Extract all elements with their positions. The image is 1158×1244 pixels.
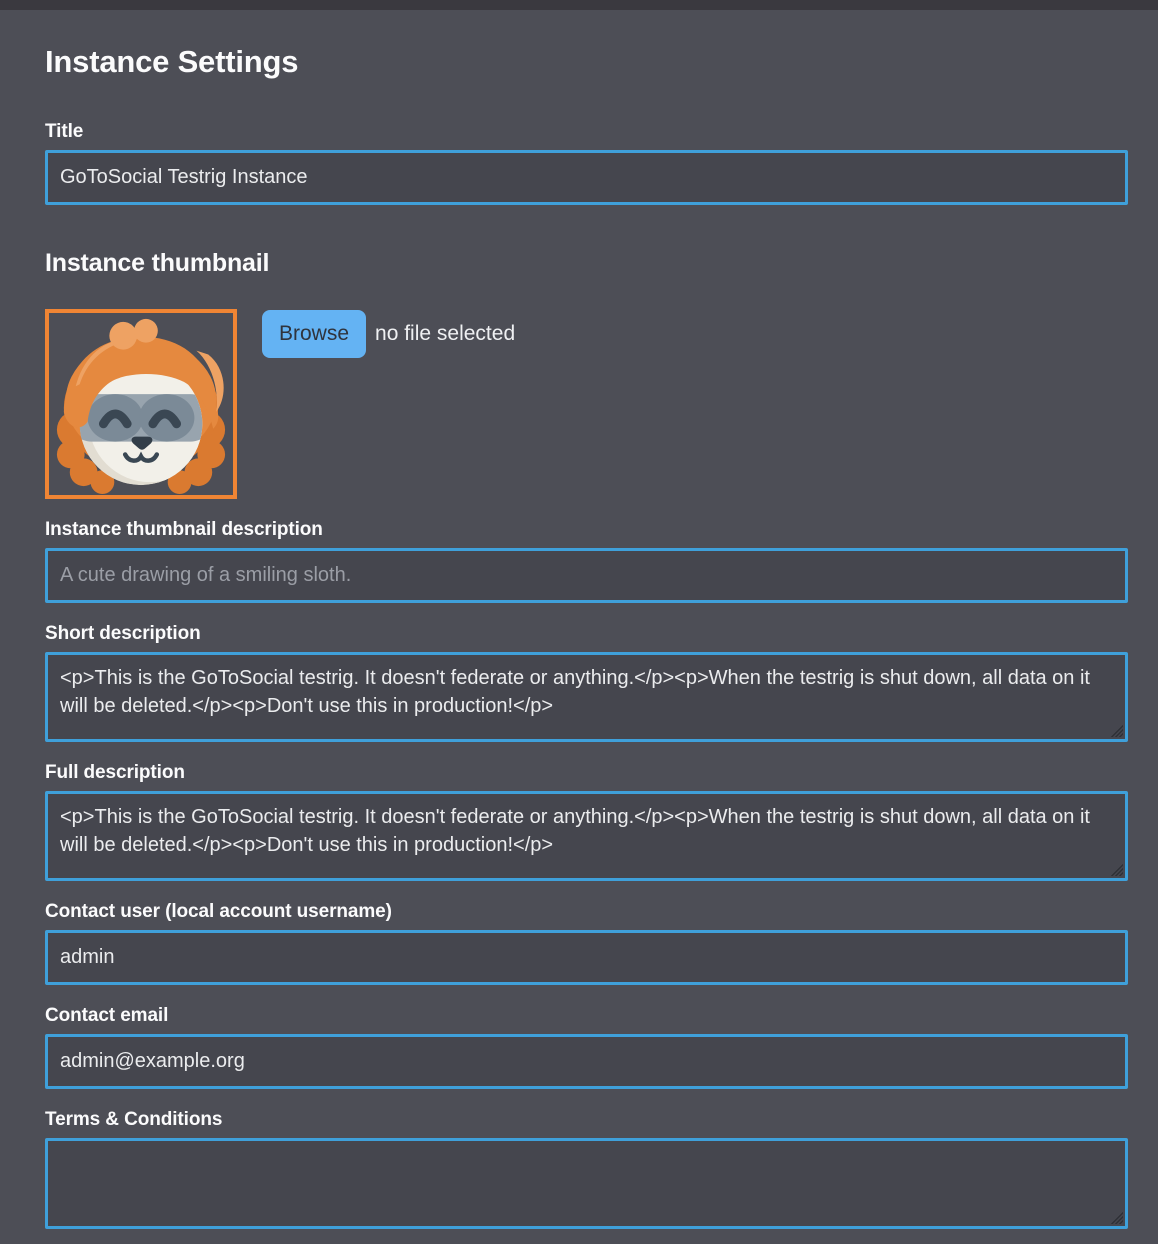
thumbnail-row (45, 309, 1128, 499)
instance-thumbnail-heading: Instance thumbnail (45, 248, 270, 277)
sloth-logo-icon (49, 313, 233, 495)
instance-thumbnail-image (45, 309, 237, 499)
contact-user-field-group (45, 901, 1128, 985)
title-field-group (45, 121, 1128, 205)
resize-handle-icon[interactable] (1110, 863, 1123, 876)
browse-button[interactable]: Browse (262, 310, 366, 358)
short-description-textarea[interactable] (45, 652, 1128, 742)
contact-email-field-group (45, 1005, 1128, 1089)
thumbnail-description-field-group (45, 519, 1128, 603)
full-description-textarea[interactable] (45, 791, 1128, 881)
full-description-label: Full description (45, 762, 185, 784)
terms-field-group (45, 1109, 1128, 1229)
contact-user-input[interactable] (45, 930, 1128, 985)
contact-email-label: Contact email (45, 1005, 169, 1027)
thumbnail-description-input[interactable] (45, 548, 1128, 603)
top-strip (0, 0, 1158, 10)
full-description-field-group (45, 762, 1128, 881)
title-input[interactable] (45, 150, 1128, 205)
terms-textarea[interactable] (45, 1138, 1128, 1229)
title-label: Title (45, 120, 84, 142)
contact-user-label: Contact user (local account username) (45, 901, 392, 923)
contact-email-input[interactable] (45, 1034, 1128, 1089)
file-picker-row (262, 310, 515, 358)
instance-settings-panel (0, 44, 1158, 1229)
thumbnail-description-label: Instance thumbnail description (45, 519, 323, 541)
terms-label: Terms & Conditions (45, 1109, 223, 1131)
resize-handle-icon[interactable] (1110, 724, 1123, 737)
file-status-text: no file selected (375, 322, 516, 346)
resize-handle-icon[interactable] (1110, 1211, 1123, 1224)
short-description-label: Short description (45, 623, 201, 645)
short-description-field-group (45, 623, 1128, 742)
page-title: Instance Settings (45, 44, 299, 79)
